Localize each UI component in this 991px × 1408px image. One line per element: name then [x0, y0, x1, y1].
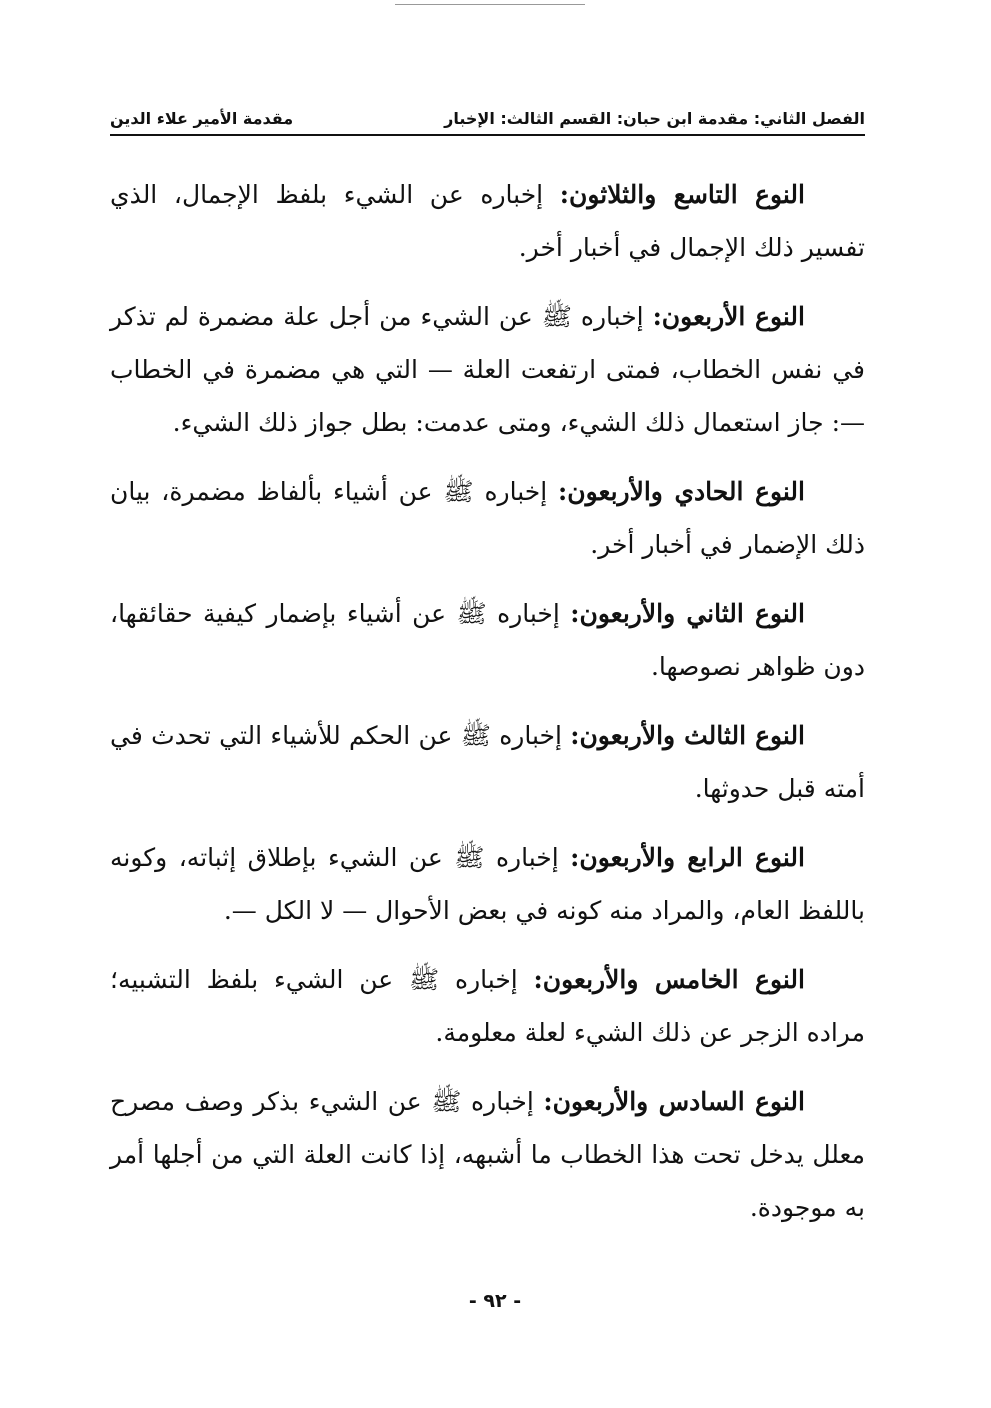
paragraph-type-43 — [110, 709, 865, 815]
scan-edge-line — [395, 4, 585, 5]
paragraph-type-46 — [110, 1075, 865, 1234]
paragraph-lead: النوع الخامس والأربعون: — [533, 965, 805, 994]
paragraph-type-44 — [110, 831, 865, 937]
paragraph-text: إخباره ﷺ عن أشياء بإضمار كيفية حقائقها، دون ظواهر نصوصها. — [110, 599, 865, 681]
paragraph-type-40 — [110, 290, 865, 449]
paragraph-lead: النوع الثالث والأربعون: — [570, 721, 806, 750]
paragraph-text: إخباره عن الشيء بلفظ الإجمال، الذي تفسير ذلك الإجمال في أخبار أخر. — [110, 180, 865, 262]
paragraph-lead: النوع السادس والأربعون: — [543, 1087, 805, 1116]
paragraph-text: إخباره ﷺ عن أشياء بألفاظ مضمرة، بيان ذلك الإضمار في أخبار أخر. — [110, 477, 865, 559]
paragraph-text: إخباره ﷺ عن الحكم للأشياء التي تحدث في أمته قبل حدوثها. — [110, 721, 865, 803]
running-header — [110, 100, 865, 136]
paragraph-type-42 — [110, 587, 865, 693]
page-number: - ٩٢ - — [468, 1290, 522, 1312]
paragraph-text: إخباره ﷺ عن الشيء بإطلاق إثباته، وكونه باللفظ العام، والمراد منه كونه في بعض الأحوال — لا الكل —. — [110, 843, 865, 925]
page-body — [110, 168, 865, 1250]
paragraph-lead: النوع الحادي والأربعون: — [558, 477, 805, 506]
paragraph-text: إخباره ﷺ عن الشيء بذكر وصف مصرح معلل يدخل تحت هذا الخطاب ما أشبهه، إذا كانت العلة التي من أجلها أمر به موجودة. — [110, 1087, 865, 1222]
paragraph-type-39 — [110, 168, 865, 274]
chapter-title: الفصل الثاني: مقدمة ابن حبان: القسم الثالث: الإخبار — [444, 109, 865, 128]
paragraph-lead: النوع الرابع والأربعون: — [570, 843, 805, 872]
paragraph-type-41 — [110, 465, 865, 571]
paragraph-text: إخباره ﷺ عن الشيء بلفظ التشبيه؛ مراده الزجر عن ذلك الشيء لعلة معلومة. — [110, 965, 865, 1047]
book-title: مقدمة الأمير علاء الدين — [110, 109, 294, 128]
paragraph-lead: النوع الثاني والأربعون: — [570, 599, 805, 628]
paragraph-lead: النوع الأربعون: — [652, 302, 805, 331]
paragraph-type-45 — [110, 953, 865, 1059]
paragraph-text: إخباره ﷺ عن الشيء من أجل علة مضمرة لم تذكر في نفس الخطاب، فمتى ارتفعت العلة — التي هي مضمرة في الخطاب —: جاز استعمال ذلك الشيء، ومتى عدمت: بطل جواز ذلك الشيء. — [110, 302, 865, 437]
paragraph-lead: النوع التاسع والثلاثون: — [559, 180, 805, 209]
